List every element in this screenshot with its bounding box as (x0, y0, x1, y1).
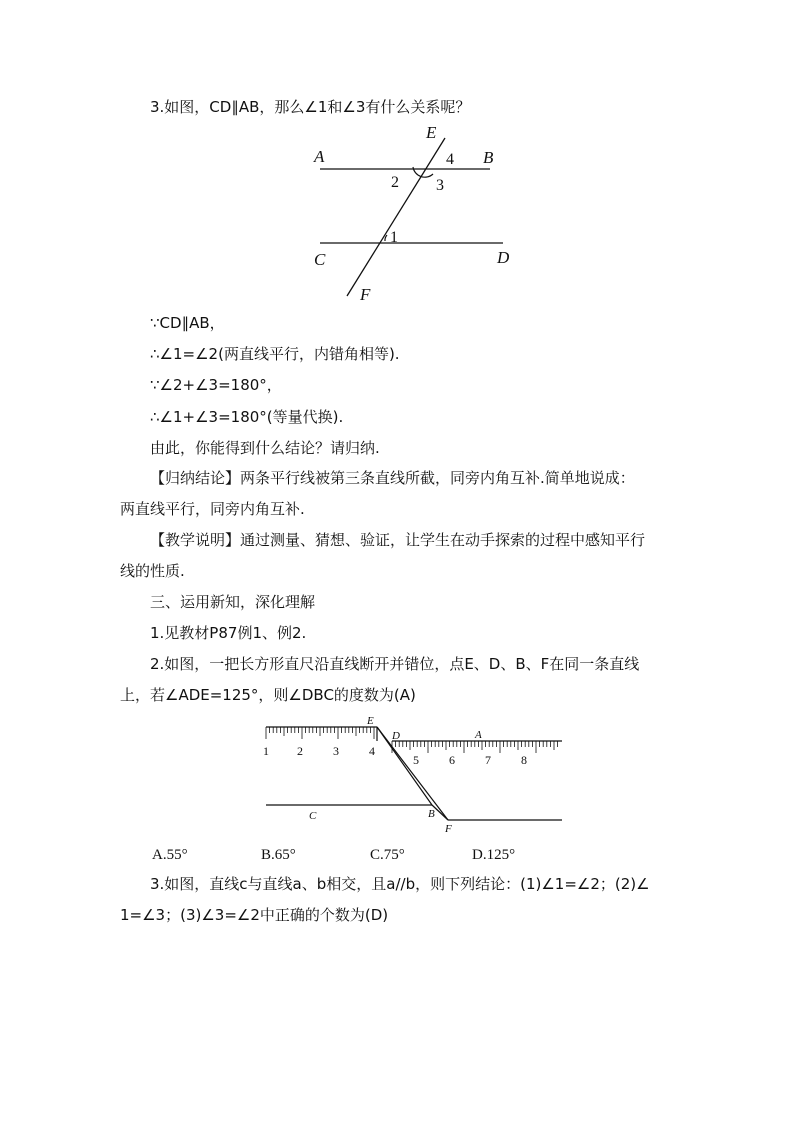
question-3-title: 3.如图，CD∥AB，那么∠1和∠3有什么关系呢？ (150, 98, 471, 116)
point-a-label: A (475, 729, 482, 741)
proof-line-5: 由此，你能得到什么结论？请归纳. (150, 439, 380, 457)
tick-label-4: 4 (369, 744, 375, 758)
tick-label-6: 6 (449, 753, 455, 767)
exercise-2-line-2: 上，若∠ADE=125°，则∠DBC的度数为(A) (120, 686, 416, 704)
point-c-label: C (314, 250, 326, 269)
point-d-label: D (392, 730, 400, 742)
proof-line-2: ∴∠1=∠2(两直线平行，内错角相等). (150, 345, 400, 363)
broken-ruler-figure (0, 710, 794, 840)
point-b-label: B (428, 808, 435, 820)
point-b-label: B (483, 148, 494, 167)
right-ruler-ticks (392, 741, 558, 753)
tick-label-2: 2 (297, 744, 303, 758)
tick-label-1: 1 (263, 744, 269, 758)
point-d-label: D (497, 248, 510, 267)
angle-2-label: 2 (391, 174, 399, 191)
choice-d: D.125° (472, 847, 516, 863)
exercise-3-line-1: 3.如图，直线c与直线a、b相交，且a//b，则下列结论：(1)∠1=∠2；(2)∠ (150, 875, 650, 893)
tick-label-3: 3 (333, 744, 339, 758)
exercise-3-line-2: 1=∠3；(3)∠3=∠2中正确的个数为(D) (120, 906, 389, 924)
point-f-label: F (360, 285, 371, 304)
tick-label-8: 8 (521, 753, 527, 767)
teaching-line-1: 【教学说明】通过测量、猜想、验证，让学生在动手探索的过程中感知平行 (150, 531, 646, 549)
proof-line-1: ∵CD∥AB， (150, 314, 225, 332)
tick-label-7: 7 (485, 753, 491, 767)
left-ruler-ticks (266, 727, 374, 739)
angle-1-label: 1 (390, 229, 398, 246)
point-e-label: E (426, 123, 437, 142)
angle-3-label: 3 (436, 177, 444, 194)
exercise-1: 1.见教材P87例1、例2. (150, 624, 307, 642)
teaching-line-2: 线的性质. (120, 562, 185, 580)
choice-c: C.75° (370, 847, 405, 863)
proof-line-4: ∴∠1+∠3=180°(等量代换). (150, 408, 344, 426)
tick-label-5: 5 (413, 753, 419, 767)
parallel-lines-figure (0, 110, 794, 430)
point-e-label: E (367, 715, 374, 727)
conclusion-line-1: 【归纳结论】两条平行线被第三条直线所截，同旁内角互补.简单地说成： (150, 469, 635, 487)
point-c-label: C (309, 810, 317, 822)
section-3-heading: 三、运用新知，深化理解 (150, 593, 316, 611)
angle-4-label: 4 (446, 151, 454, 168)
proof-line-3: ∵∠2+∠3=180°， (150, 376, 282, 394)
choice-a: A.55° (152, 847, 188, 863)
point-f-label: F (445, 823, 452, 835)
exercise-2-line-1: 2.如图，一把长方形直尺沿直线断开并错位，点E、D、B、F在同一条直线 (150, 655, 640, 673)
conclusion-line-2: 两直线平行，同旁内角互补. (120, 500, 305, 518)
point-a-label: A (314, 147, 325, 166)
choice-b: B.65° (261, 847, 296, 863)
